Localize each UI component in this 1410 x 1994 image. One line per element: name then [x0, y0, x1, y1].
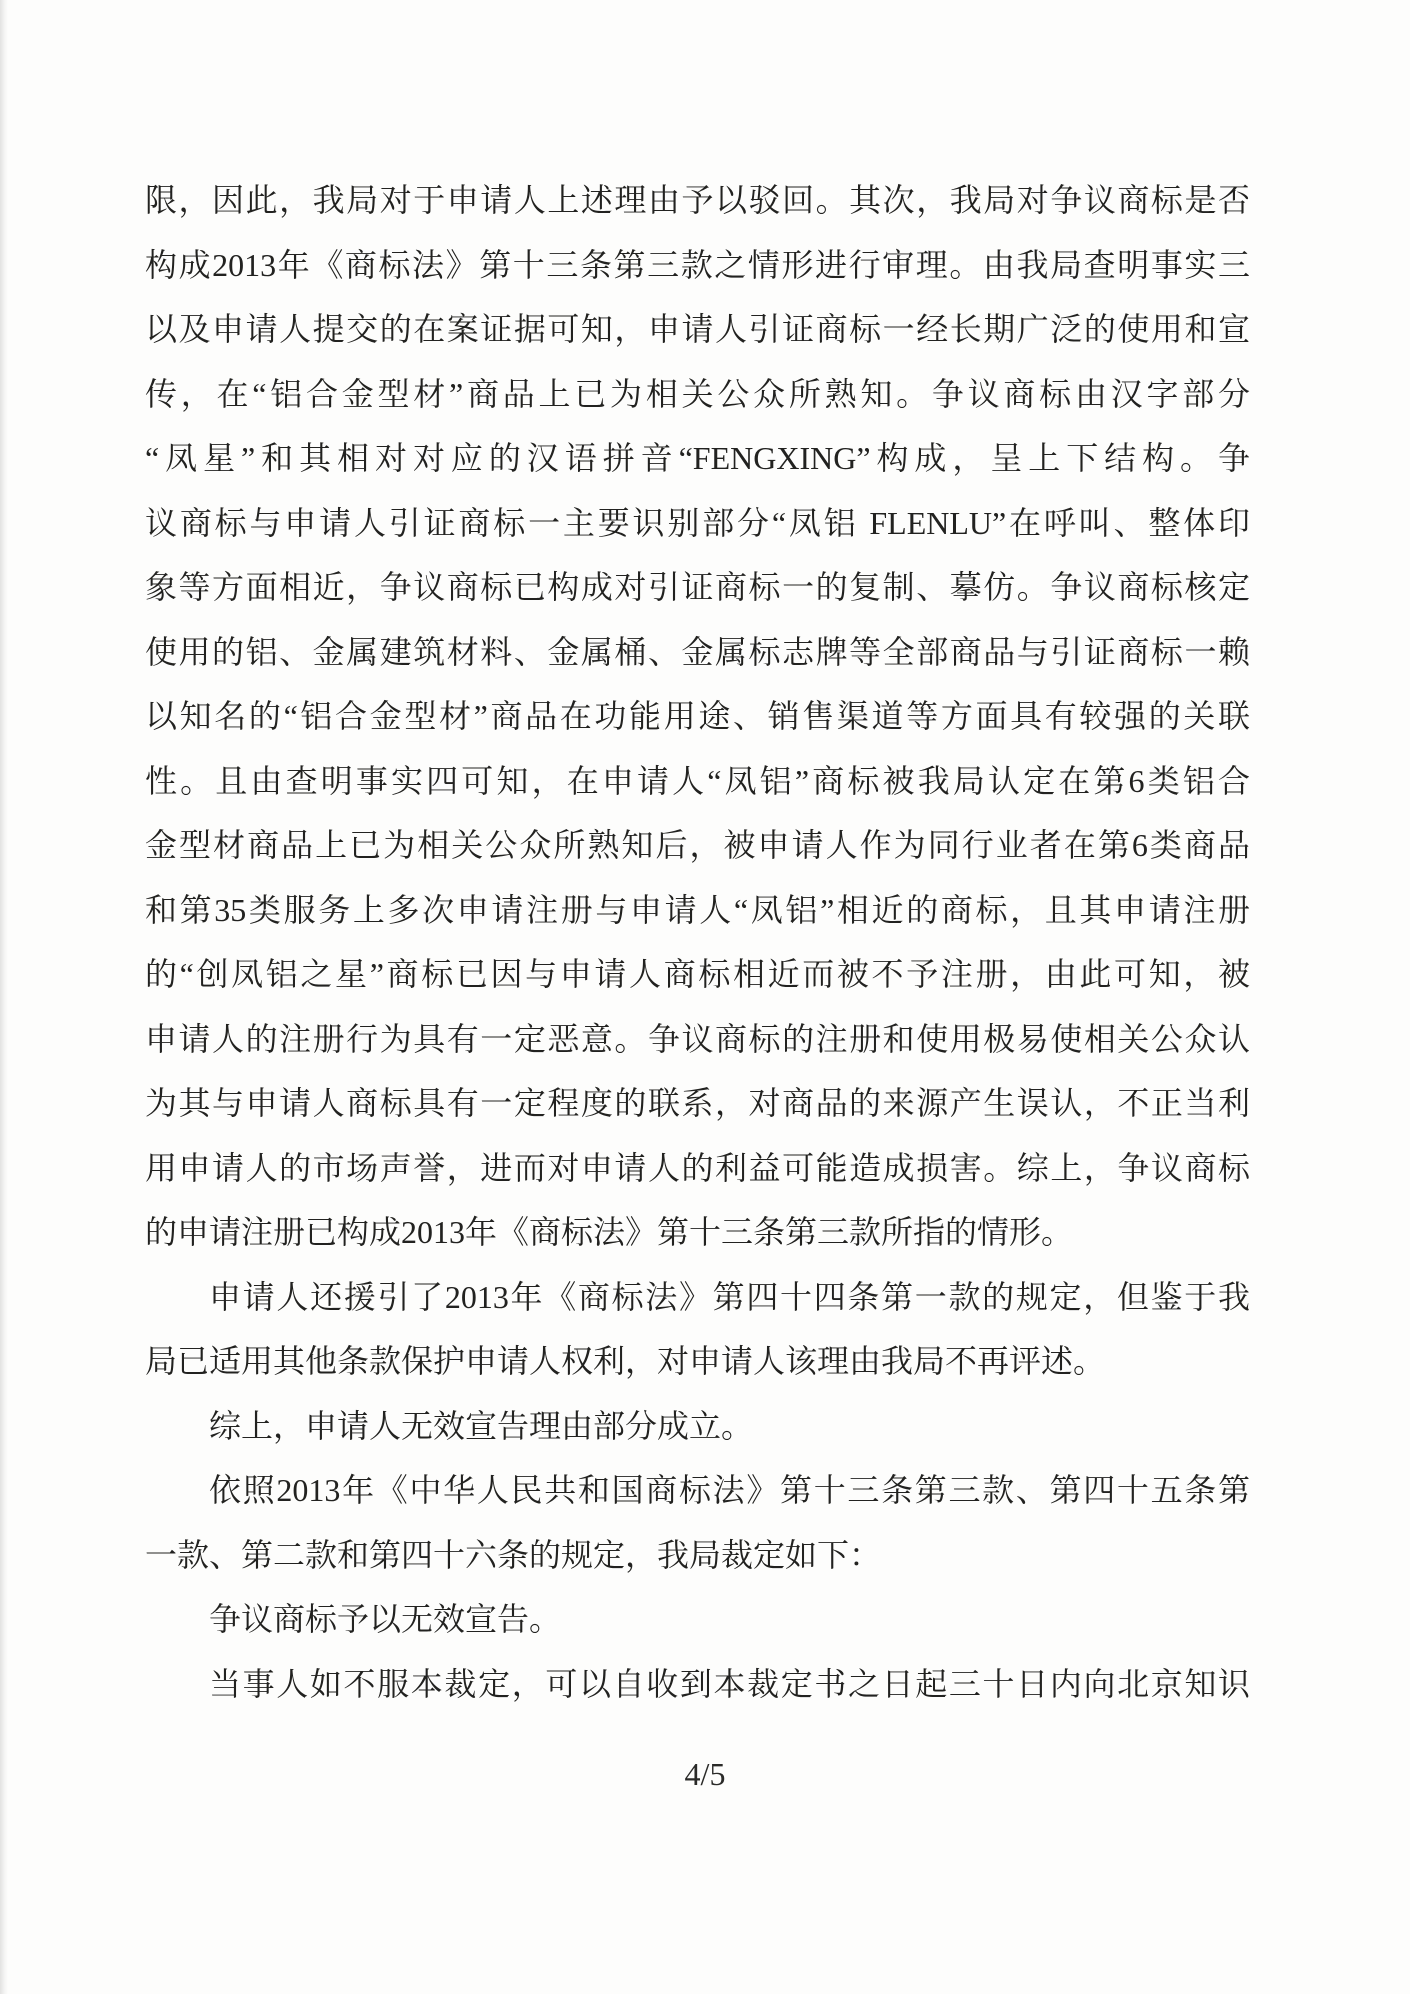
- text-line: 象等方面相近，争议商标已构成对引证商标一的复制、摹仿。争议商标核定: [145, 569, 1250, 605]
- text-line: 以知名的“铝合金型材”商品在功能用途、销售渠道等方面具有较强的关联: [145, 698, 1250, 734]
- text-line: 局已适用其他条款保护申请人权利，对申请人该理由我局不再评述。: [145, 1343, 1106, 1379]
- scan-edge-shadow: [0, 0, 8, 1994]
- text-line: 性。且由查明事实四可知，在申请人“凤铝”商标被我局认定在第6类铝合: [145, 762, 1250, 799]
- text-line: 为其与申请人商标具有一定程度的联系，对商品的来源产生误认，不正当利: [145, 1085, 1250, 1121]
- text-line: 综上，申请人无效宣告理由部分成立。: [209, 1407, 754, 1444]
- text-line: 用申请人的市场声誉，进而对申请人的利益可能造成损害。综上，争议商标: [145, 1149, 1250, 1186]
- decision-text-block: [145, 168, 1250, 1716]
- page-number: 4/5: [684, 1756, 726, 1792]
- text-line: 一款、第二款和第四十六条的规定，我局裁定如下：: [145, 1536, 882, 1573]
- text-line: 金型材商品上已为相关公众所熟知后，被申请人作为同行业者在第6类商品: [145, 827, 1250, 863]
- text-line: 使用的铝、金属建筑材料、金属桶、金属标志牌等全部商品与引证商标一赖: [145, 633, 1250, 670]
- text-line: 当事人如不服本裁定，可以自收到本裁定书之日起三十日内向北京知识: [209, 1665, 1250, 1702]
- text-line: 议商标与申请人引证商标一主要识别部分“凤铝 FLENLU”在呼叫、整体印: [145, 504, 1250, 541]
- text-line: 限，因此，我局对于申请人上述理由予以驳回。其次，我局对争议商标是否: [145, 182, 1250, 218]
- text-line: 的申请注册已构成2013年《商标法》第十三条第三款所指的情形。: [145, 1214, 1074, 1250]
- text-line: 和第35类服务上多次申请注册与申请人“凤铝”相近的商标，且其申请注册: [145, 891, 1250, 928]
- text-line: “凤星”和其相对对应的汉语拼音“FENGXING”构成，呈上下结构。争: [145, 440, 1250, 476]
- text-line: 争议商标予以无效宣告。: [209, 1601, 562, 1637]
- text-line: 依照2013年《中华人民共和国商标法》第十三条第三款、第四十五条第: [209, 1472, 1250, 1508]
- text-line: 申请人的注册行为具有一定恶意。争议商标的注册和使用极易使相关公众认: [145, 1020, 1250, 1057]
- text-line: 的“创凤铝之星”商标已因与申请人商标相近而被不予注册，由此可知，被: [145, 956, 1250, 992]
- text-line: 构成2013年《商标法》第十三条第三款之情形进行审理。由我局查明事实三: [145, 246, 1250, 283]
- text-line: 申请人还援引了2013年《商标法》第四十四条第一款的规定，但鉴于我: [209, 1278, 1250, 1315]
- text-line: 传，在“铝合金型材”商品上已为相关公众所熟知。争议商标由汉字部分: [145, 375, 1250, 412]
- text-line: 以及申请人提交的在案证据可知，申请人引证商标一经长期广泛的使用和宣: [145, 311, 1250, 347]
